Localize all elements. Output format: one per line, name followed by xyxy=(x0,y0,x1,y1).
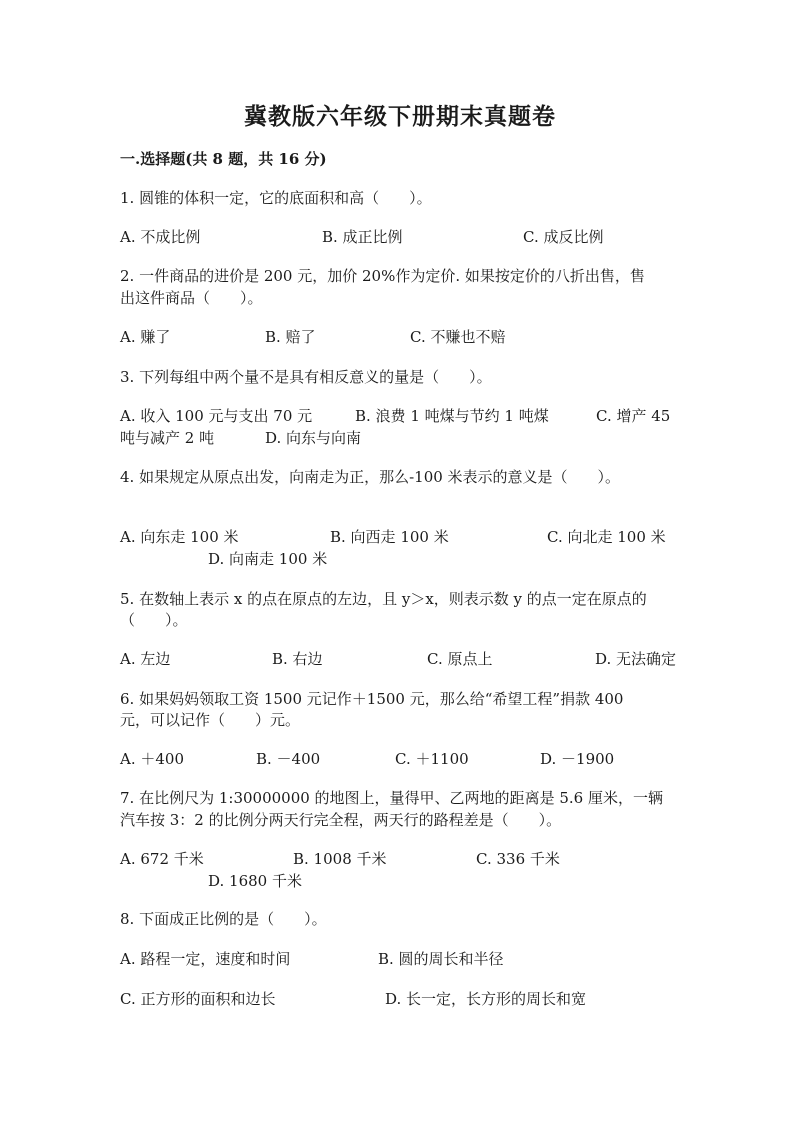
question-text: 8. 下面成正比例的是（ ）。 xyxy=(120,910,327,928)
option-a[interactable]: A. 赚了 xyxy=(120,328,171,346)
page-title: 冀教版六年级下册期末真题卷 xyxy=(244,103,556,130)
option-a[interactable]: A. ＋400 xyxy=(120,750,184,768)
question-text-cont: 汽车按 3：2 的比例分两天行完全程，两天行的路程差是（ ）。 xyxy=(120,811,562,829)
question-text: 1. 圆锥的体积一定，它的底面积和高（ ）。 xyxy=(120,189,432,207)
option-d[interactable]: D. 1680 千米 xyxy=(208,872,302,890)
option-a[interactable]: A. 向东走 100 米 xyxy=(120,528,239,546)
option-c[interactable]: C. 336 千米 xyxy=(476,850,560,868)
option-a[interactable]: A. 收入 100 元与支出 70 元 xyxy=(120,407,313,425)
question-text-cont: 元，可以记作（ ）元。 xyxy=(120,711,301,729)
question-text: 4. 如果规定从原点出发，向南走为正，那么-100 米表示的意义是（ ）。 xyxy=(120,468,621,486)
option-c-cont[interactable]: 吨与减产 2 吨 xyxy=(120,429,215,447)
option-c[interactable]: C. 不赚也不赔 xyxy=(410,328,506,346)
option-d[interactable]: D. 无法确定 xyxy=(595,650,677,668)
option-c[interactable]: C. 正方形的面积和边长 xyxy=(120,990,276,1008)
option-a[interactable]: A. 672 千米 xyxy=(120,850,204,868)
option-b[interactable]: B. 向西走 100 米 xyxy=(330,528,449,546)
option-b[interactable]: B. 右边 xyxy=(272,650,323,668)
option-b[interactable]: B. 成正比例 xyxy=(322,228,403,246)
option-d[interactable]: D. 长一定，长方形的周长和宽 xyxy=(385,990,587,1008)
question-text: 5. 在数轴上表示 x 的点在原点的左边，且 y＞x，则表示数 y 的点一定在原点的 xyxy=(120,590,647,608)
option-b[interactable]: B. 赔了 xyxy=(265,328,316,346)
option-c[interactable]: C. 增产 45 xyxy=(596,407,671,425)
question-text-cont: （ ）。 xyxy=(120,611,188,629)
option-d[interactable]: D. 向东与向南 xyxy=(265,429,362,447)
option-d[interactable]: D. －1900 xyxy=(540,750,615,768)
question-text: 3. 下列每组中两个量不是具有相反意义的量是（ ）。 xyxy=(120,368,492,386)
option-d[interactable]: D. 向南走 100 米 xyxy=(208,550,328,568)
option-c[interactable]: C. 向北走 100 米 xyxy=(547,528,666,546)
option-b[interactable]: B. 浪费 1 吨煤与节约 1 吨煤 xyxy=(355,407,549,425)
option-c[interactable]: C. 原点上 xyxy=(427,650,493,668)
option-b[interactable]: B. 圆的周长和半径 xyxy=(378,950,504,968)
option-a[interactable]: A. 路程一定，速度和时间 xyxy=(120,950,291,968)
option-c[interactable]: C. 成反比例 xyxy=(523,228,604,246)
question-text-cont: 出这件商品（ ）。 xyxy=(120,289,263,307)
option-a[interactable]: A. 左边 xyxy=(120,650,171,668)
question-text: 7. 在比例尺为 1:30000000 的地图上，量得甲、乙两地的距离是 5.6 厘米，一辆 xyxy=(120,789,663,807)
option-c[interactable]: C. ＋1100 xyxy=(395,750,469,768)
question-text: 6. 如果妈妈领取工资 1500 元记作＋1500 元，那么给“希望工程”捐款 400 xyxy=(120,690,624,708)
option-b[interactable]: B. 1008 千米 xyxy=(293,850,387,868)
question-text: 2. 一件商品的进价是 200 元，加价 20%作为定价. 如果按定价的八折出售，售 xyxy=(120,267,645,285)
option-a[interactable]: A. 不成比例 xyxy=(120,228,201,246)
section-heading: 一.选择题(共 8 题，共 16 分) xyxy=(120,150,327,168)
option-b[interactable]: B. －400 xyxy=(256,750,321,768)
